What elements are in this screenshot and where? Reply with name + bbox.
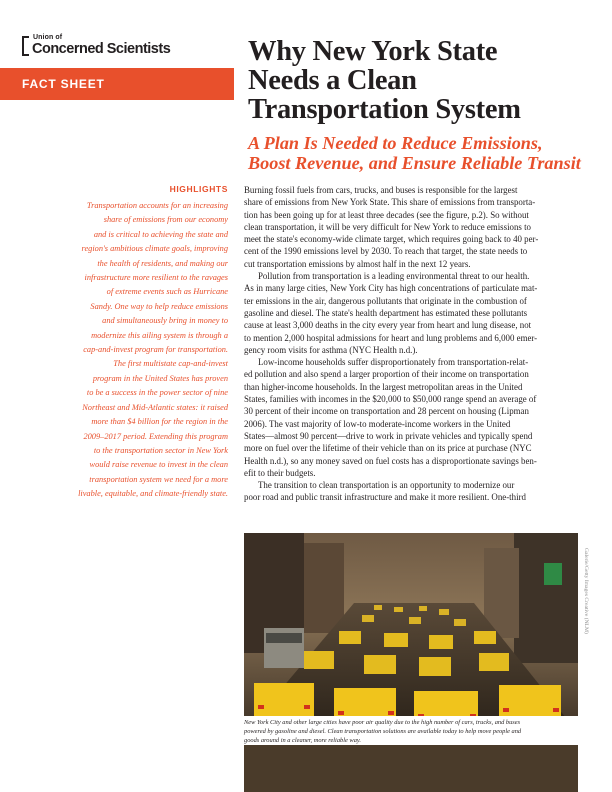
highlights-line: cap-and-invest program for transportation.	[83, 345, 228, 355]
body-line: cent of the 1990 emissions level by 2030. To reach that target, the state needs to	[244, 246, 528, 257]
highlights-line: infrastructure more resilient to the ravages	[84, 273, 228, 283]
traffic-photo-image	[244, 533, 578, 733]
body-text	[244, 184, 600, 504]
caption-line: goods around in a cleaner, more reliable way.	[244, 737, 361, 744]
highlights-line: transportation system we need for a more	[89, 474, 228, 484]
body-line: As in many large cities, New York City has high concentrations of particulate mat-	[244, 283, 538, 294]
highlights-line: and simultaneously bring in money to	[102, 316, 228, 326]
title-line: Why New York State	[248, 36, 498, 67]
body-line: ed pollution and also spend a larger proportion of their income on transportation	[244, 369, 529, 380]
photo-caption	[244, 716, 596, 745]
highlights-line: to the transportation sector in New York	[93, 445, 228, 455]
highlights-line: of extreme events such as Hurricane	[106, 287, 228, 297]
highlights-line: The first multistate cap-and-invest	[113, 359, 228, 369]
body-line: States, families with incomes in the $20,000 to $50,000 range spend an average of	[244, 394, 537, 405]
body-line: 2006). The vast majority of low-to moderate-income workers in the United	[244, 418, 511, 429]
body-line: Low-income households suffer disproportionately from transportation-relat-	[258, 357, 529, 368]
highlights-line: the health of residents, and making our	[97, 258, 228, 268]
highlights-line: more than $4 billion for the region in the	[91, 417, 228, 427]
body-line: Health n.d.), so any money saved on fuel costs has a disproportionate savings ben-	[244, 455, 537, 466]
highlights-line: would raise revenue to invest in the clean	[89, 460, 228, 470]
body-line: 30 percent of their income on transportation and 28 percent on housing (Lipman	[244, 406, 529, 417]
highlights-line: Northeast and Mid-Atlantic states: it raised	[82, 402, 228, 412]
traffic-photo	[244, 533, 578, 792]
body-line: efit to their budgets.	[244, 467, 316, 478]
caption-line: New York City and other large cities have poor air quality due to the high number of cars, trucks, and buses	[244, 719, 521, 726]
logo-line-1: Union of	[33, 34, 63, 41]
photo-credit-text: Galerie/Getty Images Creative (NLM)	[583, 548, 589, 634]
title-line: Transportation System	[248, 94, 521, 125]
body-line: cause at least 3,000 deaths in the city every year from heart and lung disease, not	[244, 320, 532, 331]
fact-sheet-label: FACT SHEET	[22, 77, 105, 91]
ucs-logo	[22, 34, 192, 60]
body-line: The transition to clean transportation is an opportunity to modernize our	[258, 480, 515, 491]
highlights-text	[40, 199, 228, 502]
body-line: States—almost 90 percent—drive to work in private vehicles and typically spend	[244, 430, 533, 441]
body-line: poor road and public transit infrastructure and make it more resilient. One-third	[244, 492, 526, 503]
body-line: gasoline and diesel. The state's health department has estimated these pollutants	[244, 307, 528, 318]
title-line: Needs a Clean	[248, 65, 417, 96]
body-line: than higher-income households. In the largest metropolitan areas in the United	[244, 381, 523, 392]
caption-line: powered by gasoline and diesel. Clean transportation solutions are available today to help move people and	[244, 728, 522, 735]
highlights-line: Sandy. One way to help reduce emissions	[90, 301, 228, 311]
highlights-heading: HIGHLIGHTS	[169, 184, 228, 194]
highlights-line: modernize this ailing system is through a	[91, 330, 228, 340]
highlights-line: and is critical to achieving the state and	[93, 229, 228, 239]
body-line: Burning fossil fuels from cars, trucks, and buses is responsible for the largest	[244, 185, 518, 195]
body-line: tion has been going up for at least three decades (see the figure, p.2). So without	[244, 209, 529, 220]
highlights-line: to be a success in the power sector of nine	[86, 388, 228, 398]
highlights-line: share of emissions from our economy	[103, 215, 228, 225]
document-title	[248, 37, 598, 124]
body-line: clean transportation, it will be very difficult for New York to reduce emissions to	[244, 221, 531, 232]
subtitle-line: Boost Revenue, and Ensure Reliable Transit	[248, 153, 581, 173]
body-line: share of emissions from New York State. This share of emissions from transporta-	[244, 197, 536, 208]
highlights-line: Transportation accounts for an increasing	[86, 201, 228, 210]
fact-sheet-banner	[0, 68, 234, 100]
body-line: ter emissions in the air, dangerous pollutants that originate in the combustion of	[244, 295, 527, 306]
body-line: more on fuel over the lifetime of their vehicle than on its price at purchase (NYC	[244, 443, 532, 454]
body-line: gency room visits for asthma (NYC Health n.d.).	[244, 344, 418, 355]
highlights-line: 2009–2017 period. Extending this program	[83, 431, 228, 441]
subtitle-line: A Plan Is Needed to Reduce Emissions,	[248, 133, 543, 153]
logo-bracket	[22, 36, 29, 56]
body-line: to mention 2,000 hospital admissions for heart and lung problems and 6,000 emer-	[244, 332, 538, 343]
body-line: cut transportation emissions by almost half in the next 12 years.	[244, 258, 471, 269]
body-line: Pollution from transportation is a leading environmental threat to our health.	[258, 271, 530, 282]
photo-credit	[579, 548, 591, 788]
highlights-line: livable, equitable, and climate-friendly state.	[78, 489, 228, 499]
body-line: meet the state's economy-wide climate target, which requires going back to 40 per-	[244, 234, 539, 245]
highlights-line: program in the United States has proven	[92, 373, 228, 383]
highlights-line: region's ambitious climate goals, improving	[81, 244, 228, 254]
logo-line-2: Concerned Scientists	[32, 41, 171, 57]
document-subtitle	[248, 133, 598, 173]
